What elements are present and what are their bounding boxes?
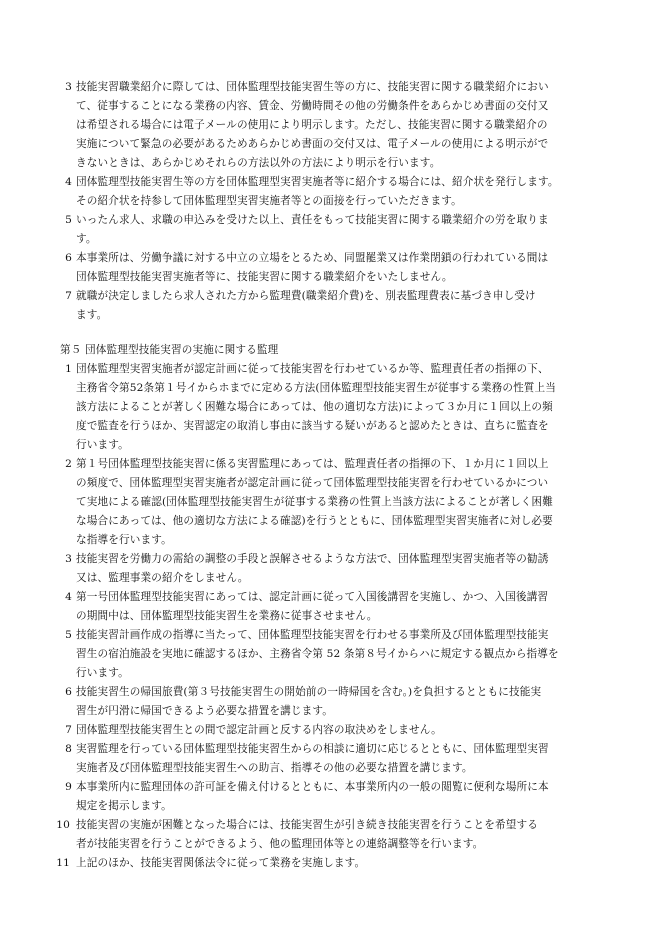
item-number: 3: [65, 81, 72, 93]
item-number: 3: [65, 553, 72, 565]
list-item: [56, 816, 626, 854]
item-number: 6: [65, 686, 72, 698]
paragraph-line: て、従事することになる業務の内容、賃金、労働時間その他の労働条件をあらかじめ書面の交付又: [76, 100, 549, 112]
list-item: [65, 588, 626, 626]
paragraph-line: 実習監理を行っている団体監理型技能実習生からの相談に適切に応じるとともに、団体監理型実習: [76, 743, 549, 755]
paragraph-line: 行います。: [76, 439, 129, 451]
list-item: [65, 550, 626, 588]
item-number: 1: [65, 363, 72, 375]
list-item: [65, 360, 626, 455]
paragraph-line: の期間中は、団体監理型技能実習生を業務に従事させません。: [76, 610, 378, 622]
item-number: 4: [65, 591, 72, 603]
list-item: [65, 626, 626, 683]
paragraph-line: 技能実習計画作成の指導に当たって、団体監理型技能実習を行わせる事業所及び団体監理型技能実: [76, 629, 549, 641]
paragraph-line: ます。: [76, 309, 108, 321]
paragraph-line: いったん求人、求職の申込みを受けた以上、責任をもって技能実習に関する職業紹介の労を取りま: [76, 214, 549, 226]
item-number: 8: [65, 743, 72, 755]
item-number: 6: [65, 252, 72, 264]
paragraph-line: 本事業所は、労働争議に対する中立の立場をとるため、同盟罷業又は作業閉鎖の行われている間は: [76, 252, 549, 264]
paragraph-line: 習生が円滑に帰国できるよう必要な措置を講じます。: [76, 705, 333, 717]
list-item: [65, 721, 626, 740]
list-item: [56, 854, 626, 873]
paragraph-line: 本事業所内に監理団体の許可証を備え付けるとともに、本事業所内の一般の閲覧に便利な場所に本: [76, 781, 549, 793]
list-item: [65, 211, 626, 249]
paragraph-line: 技能実習の実施が困難となった場合には、技能実習生が引き続き技能実習を行うことを希望する: [76, 819, 538, 831]
list-item: [65, 740, 626, 778]
paragraph-line: 度で監査を行うほか、実習認定の取消し事由に該当する疑いがあると認めたときは、直ちに監査を: [76, 420, 549, 432]
list-item: [65, 173, 626, 211]
paragraph-line: 団体監理型技能実習生との間で認定計画と反する内容の取決めをしません。: [76, 724, 442, 736]
paragraph-line: 第１号団体監理型技能実習に係る実習監理にあっては、監理責任者の指揮の下、１か月に１回以上: [76, 458, 549, 470]
paragraph-line: 実施について緊急の必要があるためあらかじめ書面の交付又は、電子メールの使用による明示がで: [76, 138, 549, 150]
paragraph-line: その紹介状を持参して団体監理型実習実施者等との面接を行っていただきます。: [76, 195, 462, 207]
paragraph-line: 団体監理型技能実習生等の方を団体監理型実習実施者等に紹介する場合には、紹介状を発行します。: [76, 176, 559, 188]
paragraph-line: 実施者及び団体監理型技能実習生への助言、指導その他の必要な措置を講じます。: [76, 762, 473, 774]
item-number: 7: [65, 290, 72, 302]
list-item: [65, 778, 626, 816]
list-item: [65, 455, 626, 550]
list-item: [65, 78, 626, 173]
paragraph-line: 第一号団体監理型技能実習にあっては、認定計画に従って入国後講習を実施し、かつ、入国後講習: [76, 591, 549, 603]
item-number: 2: [65, 458, 72, 470]
item-number: 11: [56, 857, 70, 869]
item-number: 7: [65, 724, 72, 736]
paragraph-line: 主務省令第52条第１号イからホまでに定める方法(団体監理型技能実習生が従事する業務の性質上当: [76, 382, 557, 394]
list-item: [65, 249, 626, 287]
item-number: 10: [56, 819, 70, 831]
paragraph-line: の頻度で、団体監理型実習実施者が認定計画に従って団体監理型技能実習を行わせているかについ: [76, 477, 549, 489]
paragraph-line: 技能実習を労働力の需給の調整の手段と誤解させるような方法で、団体監理型実習実施者等の勧誘: [76, 553, 549, 565]
paragraph-line: きないときは、あらかじめそれらの方法以外の方法により明示を行います。: [76, 157, 441, 169]
paragraph-line: 習生の宿泊施設を実地に確認するほか、主務省令第 52 条第８号イからハに規定する観点から指導を: [76, 648, 559, 660]
paragraph-line: す。: [76, 233, 97, 245]
paragraph-line: は希望される場合には電子メールの使用により明示します。ただし、技能実習に関する職業紹介の: [76, 119, 548, 131]
section-heading: 第５ 団体監理型技能実習の実施に関する監理: [60, 344, 279, 356]
paragraph-line: 団体監理型技能実習実施者等に、技能実習に関する職業紹介をいたしません。: [76, 271, 453, 283]
paragraph-line: 上記のほか、技能実習関係法令に従って業務を実施します。: [76, 857, 366, 869]
paragraph-line: 技能実習職業紹介に際しては、団体監理型技能実習生等の方に、技能実習に関する職業紹介におい: [76, 81, 549, 93]
paragraph-line: 又は、監理事業の紹介をしません。: [76, 572, 249, 584]
paragraph-line: て実地による確認(団体監理型技能実習生が従事する業務の性質上当該方法によることが著しく困難: [76, 496, 554, 508]
list-item: [65, 287, 626, 325]
paragraph-line: 団体監理型実習実施者が認定計画に従って技能実習を行わせているか等、監理責任者の指揮の下、: [76, 363, 549, 375]
paragraph-line: 技能実習生の帰国旅費(第３号技能実習生の開始前の一時帰国を含む。)を負担するとともに技能実: [76, 686, 542, 698]
item-number: 4: [65, 176, 72, 188]
item-number: 5: [65, 629, 72, 641]
paragraph-line: な場合にあっては、他の適切な方法による確認)を行うとともに、団体監理型実習実施者に対し必要: [76, 515, 553, 527]
paragraph-line: 就職が決定しましたら求人された方から監理費(職業紹介費)を、別表監理費表に基づき申し受け: [76, 290, 536, 302]
paragraph-line: 該方法によることが著しく困難な場合にあっては、他の適切な方法)によって３か月に１回以上の頻: [76, 401, 553, 413]
paragraph-line: な指導を行います。: [76, 534, 172, 546]
list-item: [65, 683, 626, 721]
paragraph-line: 者が技能実習を行うことができるよう、他の監理団体等との連絡調整等を行います。: [76, 838, 484, 850]
paragraph-line: 規定を掲示します。: [76, 800, 172, 812]
item-number: 9: [65, 781, 72, 793]
paragraph-line: 行います。: [76, 667, 129, 679]
item-number: 5: [65, 214, 72, 226]
